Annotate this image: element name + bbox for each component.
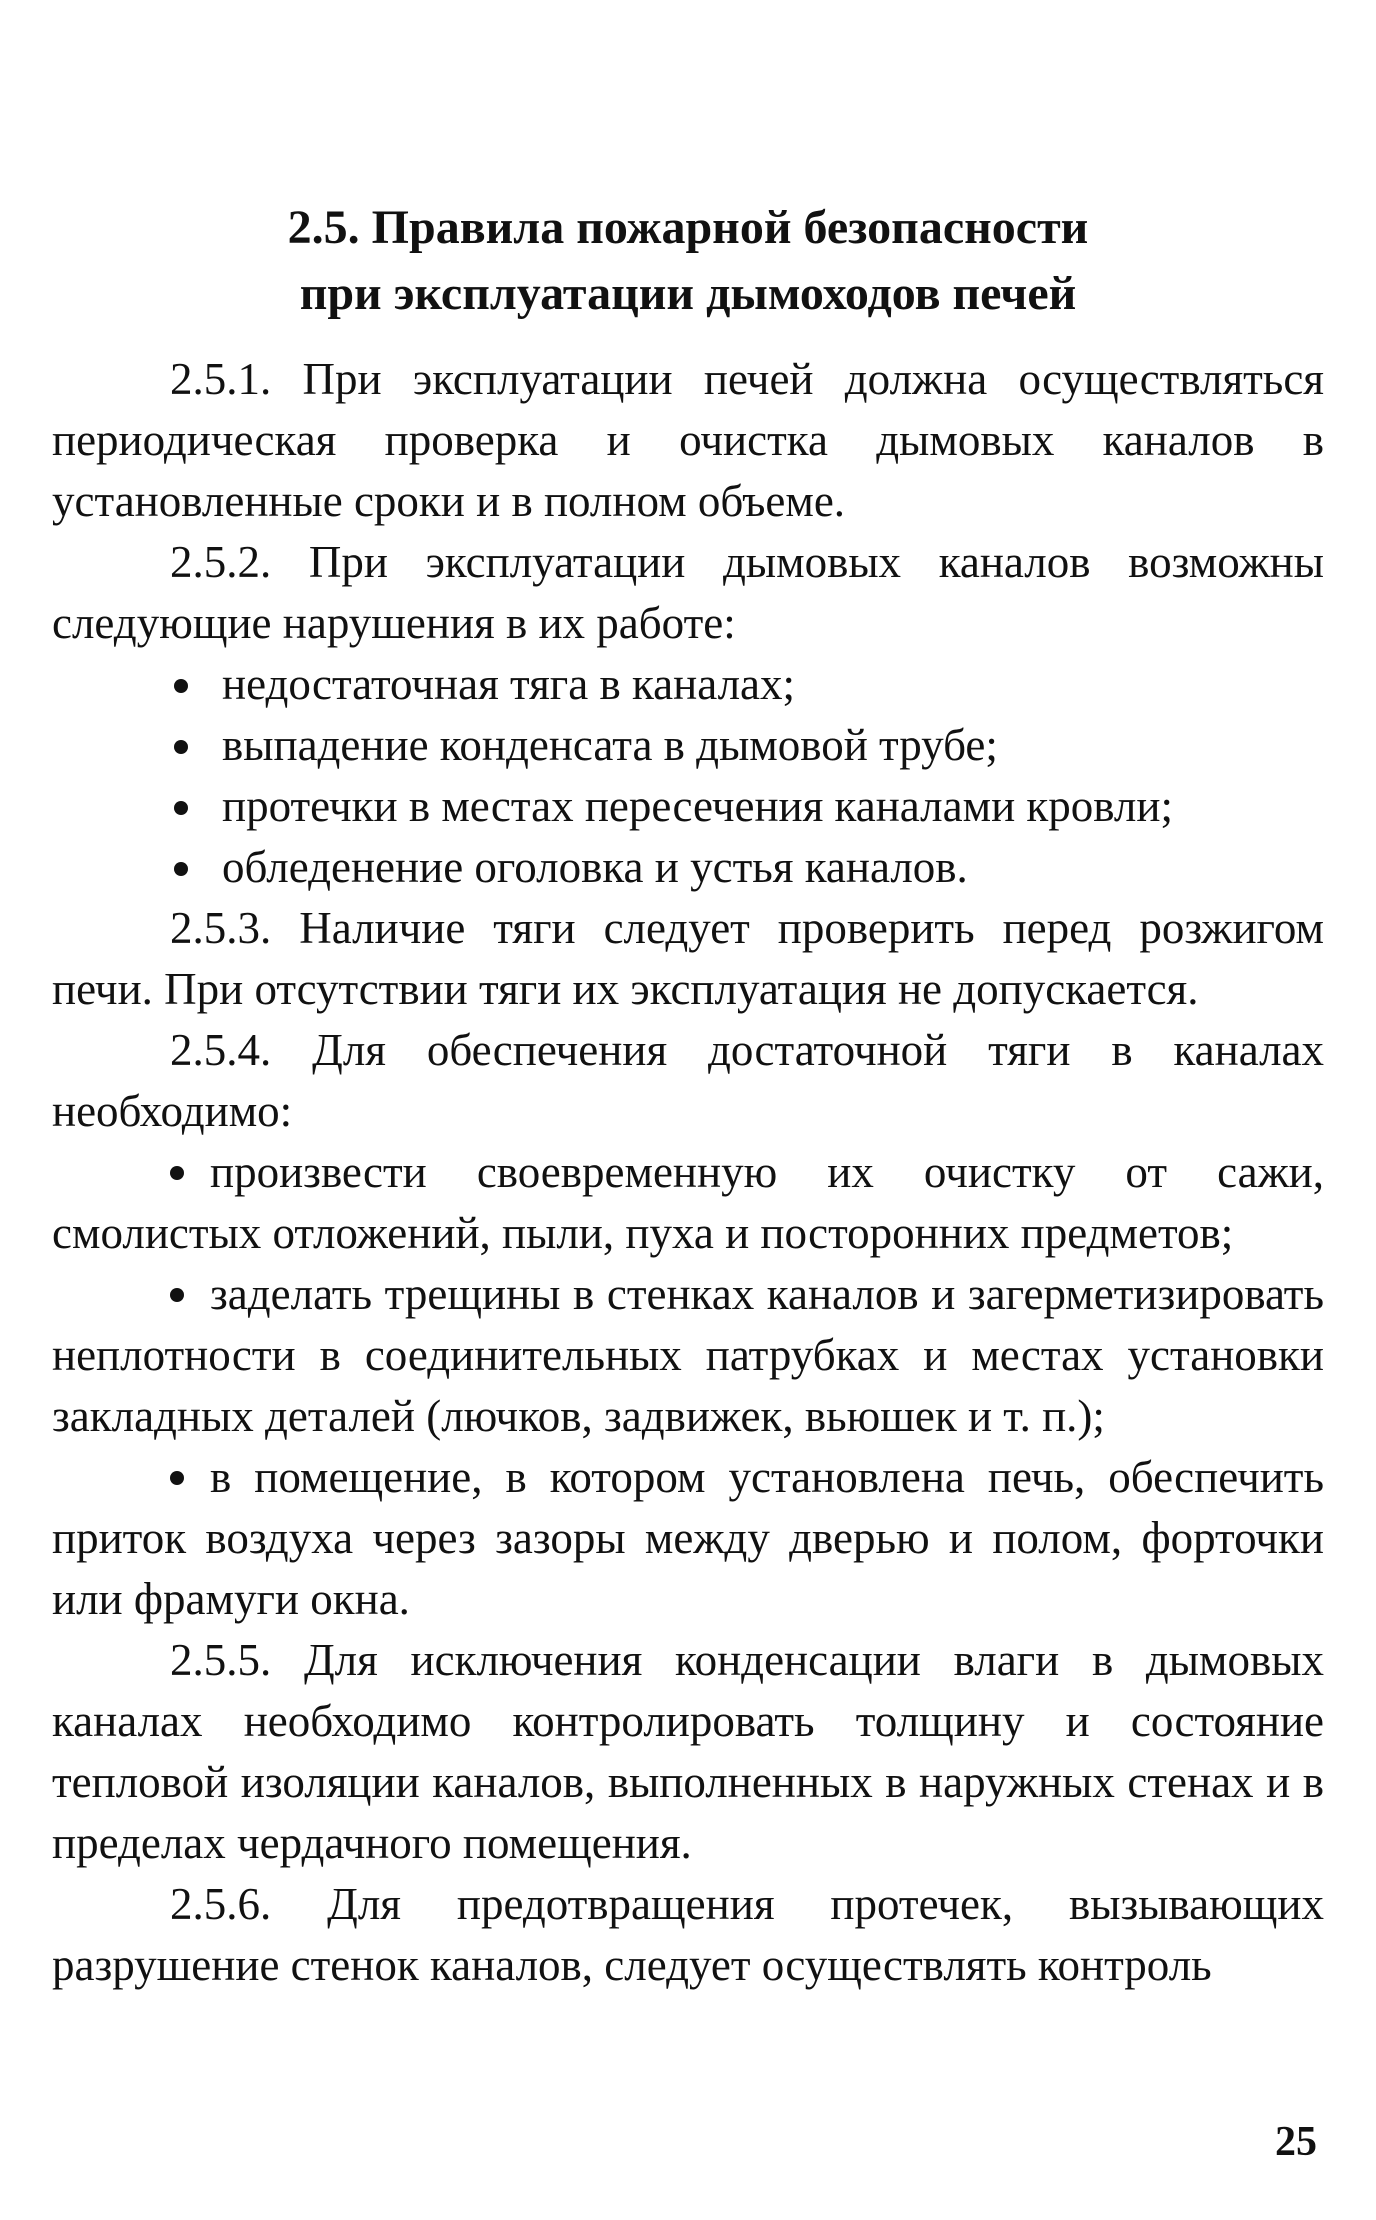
heading-line-1: 2.5. Правила пожарной безопасности <box>287 201 1089 254</box>
section-heading <box>52 195 1324 327</box>
paragraph-2-5-6: 2.5.6. Для предотвращения протечек, вызывающих разрушение стенок каналов, следует осуществлять контроль <box>52 1879 1324 1990</box>
list-2-5-2 <box>52 654 1324 898</box>
book-page <box>52 195 1324 1996</box>
paragraph-2-5-4: 2.5.4. Для обеспечения достаточной тяги в каналах необходимо: <box>52 1025 1324 1136</box>
list-item-text: заделать трещины в стенках каналов и загерметизировать неплотности в соединительных патрубках и местах установки закладных деталей (лючков, задвижек, вьюшек и т. п.); <box>52 1269 1324 1441</box>
paragraph-2-5-3: 2.5.3. Наличие тяги следует проверить перед розжигом печи. При отсутствии тяги их эксплуатация не допускается. <box>52 903 1324 1014</box>
heading-line-2: при эксплуатации дымоходов печей <box>299 267 1077 320</box>
list-item <box>52 1447 1324 1630</box>
bullet-icon <box>174 862 188 876</box>
list-item <box>52 776 1324 837</box>
bullet-icon <box>174 740 188 754</box>
paragraph-2-5-5: 2.5.5. Для исключения конденсации влаги в дымовых каналах необходимо контролировать толщину и состояние тепловой изоляции каналов, выполненных в наружных стенах и в пределах чердачного помещения. <box>52 1635 1324 1868</box>
list-item-text: обледенение оголовка и устья каналов. <box>222 842 968 892</box>
list-item <box>52 1142 1324 1264</box>
bullet-icon <box>170 1166 184 1180</box>
list-item-text: произвести своевременную их очистку от сажи, смолистых отложений, пыли, пуха и посторонних предметов; <box>52 1147 1324 1258</box>
list-item-text: протечки в местах пересечения каналами кровли; <box>222 781 1173 831</box>
list-item <box>52 837 1324 898</box>
list-item <box>52 654 1324 715</box>
list-item-text: недостаточная тяга в каналах; <box>222 659 796 709</box>
list-2-5-4 <box>52 1142 1324 1630</box>
paragraph-2-5-2: 2.5.2. При эксплуатации дымовых каналов возможны следующие нарушения в их работе: <box>52 537 1324 648</box>
list-item-text: выпадение конденсата в дымовой трубе; <box>222 720 998 770</box>
list-item <box>52 715 1324 776</box>
bullet-icon <box>174 801 188 815</box>
list-item-text: в помещение, в котором установлена печь, обеспечить приток воздуха через зазоры между дверью и полом, форточки или фрамуги окна. <box>52 1452 1324 1624</box>
paragraph-2-5-1: 2.5.1. При эксплуатации печей должна осуществляться периодическая проверка и очистка дымовых каналов в установленные сроки и в полном объеме. <box>52 354 1324 526</box>
bullet-icon <box>170 1288 184 1302</box>
bullet-icon <box>174 679 188 693</box>
list-item <box>52 1264 1324 1447</box>
bullet-icon <box>170 1471 184 1485</box>
page-number: 25 <box>1275 2119 1317 2165</box>
